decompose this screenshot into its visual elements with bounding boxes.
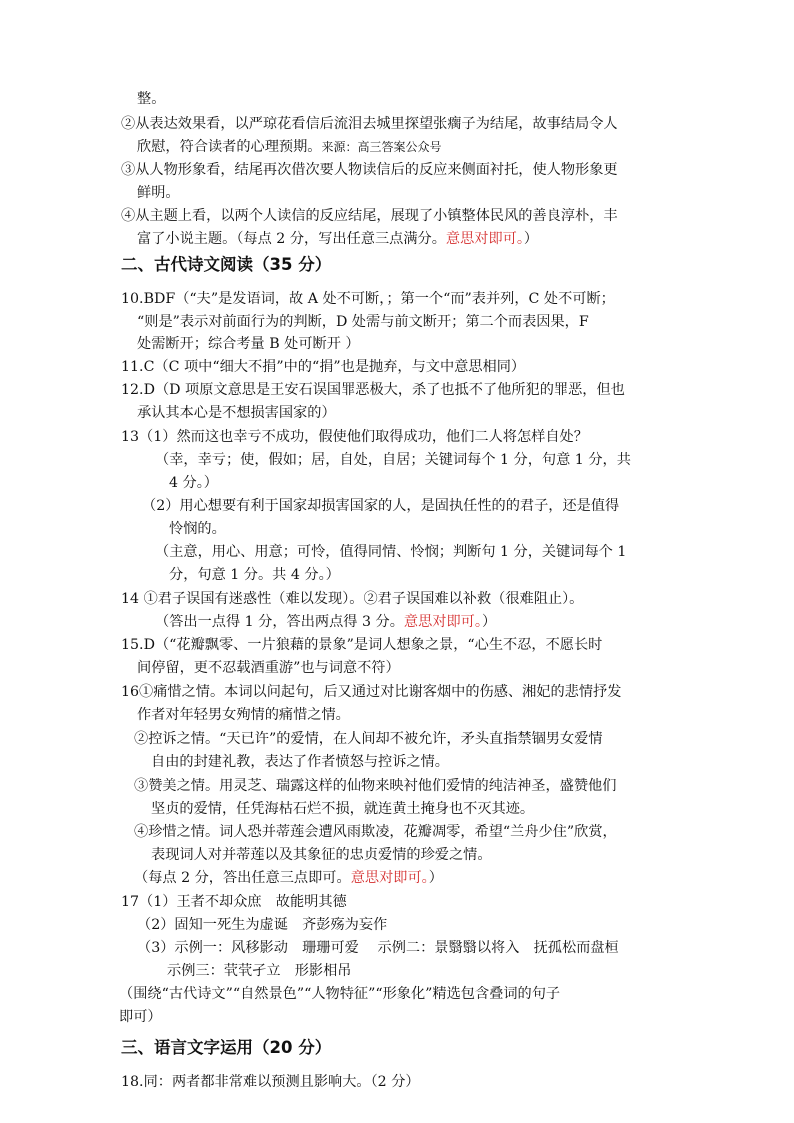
section-heading: 二、古代诗文阅读（35 分） <box>121 255 332 274</box>
text-line: “则是”表示对前面行为的判断，D 处需与前文断开；第二个而表因果，F <box>137 314 589 330</box>
text-line: ④从主题上看，以两个人读信的反应结尾，展现了小镇整体民风的善良淳朴，丰 <box>121 208 618 224</box>
text-line: 自由的封建礼教，表达了作者愤怒与控诉之情。 <box>151 754 449 770</box>
text-line: 即可） <box>119 1009 162 1025</box>
text-line: 作者对年轻男女殉情的痛惜之情。 <box>137 707 350 723</box>
text-line: 整。 <box>137 91 166 107</box>
text-line: 鲜明。 <box>137 185 180 201</box>
text-line: 17（1）王者不却众庶 故能明其德 <box>121 894 347 910</box>
text-line: 欣慰，符合读者的心理预期。来源：高三答案公众号 <box>137 139 442 155</box>
text-line: 坚贞的爱情，任凭海枯石烂不损，就连黄土掩身也不灭其迹。 <box>151 801 535 817</box>
text-line: （2）固知一死生为虚诞 齐彭殇为妄作 <box>137 917 388 933</box>
text-line: （围绕“古代诗文”“自然景色”“人物特征”“形象化”精选包含叠词的句子 <box>119 986 561 1002</box>
text-line: 12.D（D 项原文意思是王安石误国罪恶极大，杀了也抵不了他所犯的罪恶，但也 <box>121 382 625 398</box>
text-line: ③赞美之情。用灵芝、瑞露这样的仙物来映衬他们爱情的纯洁神圣，盛赞他们 <box>134 778 617 794</box>
text-line: 承认其本心是不想损害国家的） <box>137 405 336 421</box>
text-line: 10.BDF（“夫”是发语词，故 A 处不可断，；第一个“而”表并列，C 处不可断； <box>121 291 615 307</box>
text-line: （每点 2 分，答出任意三点即可。意思对即可。） <box>134 870 443 886</box>
text-line: （主意，用心、用意；可怜，值得同情、怜悯；判断句 1 分，关键词每个 1 <box>155 544 627 560</box>
text-line: 13（1）然而这也幸亏不成功，假使他们取得成功，他们二人将怎样自处？ <box>121 429 588 445</box>
text-line: 间停留，更不忍载酒重游”也与词意不符） <box>137 660 400 676</box>
text-line: ②从表达效果看，以严琼花看信后流泪去城里探望张瘸子为结尾，故事结局令人 <box>121 116 618 132</box>
scoring-note: 意思对即可。 <box>403 614 482 630</box>
text-line: （2）用心想要有利于国家却损害国家的人，是固执任性的的君子，还是值得 <box>142 498 620 514</box>
text-line: ②控诉之情。“天已许”的爱情，在人间却不被允许，矛头直指禁锢男女爱情 <box>134 731 603 747</box>
text-line: 16①痛惜之情。本词以问起句，后又通过对比谢客烟中的伤感、湘妃的悲情抒发 <box>121 684 622 700</box>
text-line: 示例三：茕茕孑立 形影相吊 <box>167 963 352 979</box>
scoring-note: 意思对即可。 <box>350 870 429 886</box>
text-line: （3）示例一：风移影动 珊珊可爱 示例二：景翳翳以将入 抚孤松而盘桓 <box>137 940 619 956</box>
text-line: 分，句意 1 分。共 4 分。） <box>169 567 340 583</box>
text-line: 富了小说主题。（每点 2 分，写出任意三点满分。意思对即可。） <box>137 231 539 247</box>
text-line: 14 ①君子误国有迷惑性（难以发现）。②君子误国难以补救（很难阻止）。 <box>121 591 584 607</box>
text-line: 11.C（C 项中“细大不捐”中的“捐”也是抛弃，与文中意思相同） <box>121 359 526 375</box>
text-line: 表现词人对并蒂莲以及其象征的忠贞爱情的珍爱之情。 <box>151 847 492 863</box>
text-line: 15.D（“花瓣飘零、一片狼藉的景象”是词人想象之景，“心生不忍，不愿长时 <box>121 637 603 653</box>
text-line: 处需断开；综合考量 B 处可断开 ） <box>137 336 360 352</box>
source-note: 来源：高三答案公众号 <box>321 140 442 154</box>
text-line: ③从人物形象看，结尾再次借次要人物读信后的反应来侧面衬托，使人物形象更 <box>121 162 618 178</box>
text-line: ④珍惜之情。词人恐并蒂莲会遭风雨欺凌，花瓣凋零，希望“兰舟少住”欣赏， <box>134 824 617 840</box>
text-line: （幸，幸亏；使，假如；居，自处，自居；关键词每个 1 分，句意 1 分，共 <box>155 452 631 468</box>
scoring-note: 意思对即可。 <box>445 231 524 247</box>
text-line: 18.同：两者都非常难以预测且影响大。（2 分） <box>121 1074 420 1090</box>
text-line: 怜悯的。 <box>169 521 226 537</box>
text-line: 4 分。） <box>169 475 218 491</box>
section-heading: 三、语言文字运用（20 分） <box>121 1038 332 1057</box>
text-line: （答出一点得 1 分，答出两点得 3 分。意思对即可。） <box>155 614 497 630</box>
